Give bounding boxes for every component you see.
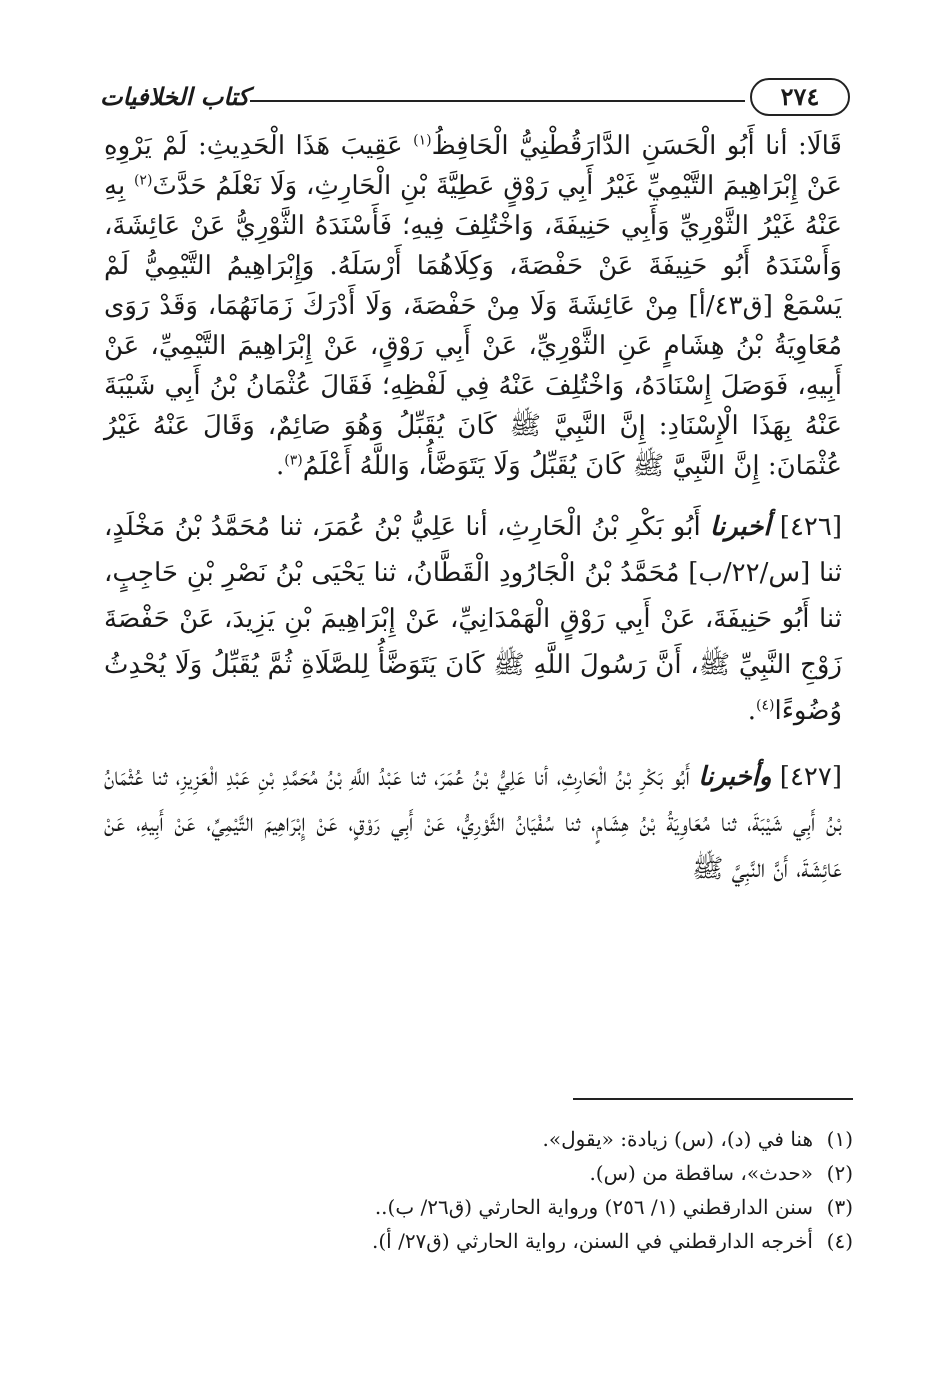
hadith-lead-word: وأخبرنا	[698, 762, 772, 792]
running-title: كتاب الخلافيات	[100, 82, 250, 111]
page-number: ٢٧٤	[750, 78, 850, 116]
commentary-text-3: بِهِ عَنْهُ غَيْرُ الثَّوْرِيِّ وَأَبِي حَنِيفَةَ، وَاخْتُلِفَ فِيهِ؛ فَأَسْنَدَهُ الثَّوْرِيُّ عَنْ عَائِشَةَ، وَأَسْنَدَهُ أَبُو حَنِيفَةَ عَنْ حَفْصَةَ، وَكِلَاهُمَا أَرْسَلَهُ. وَإِبْرَاهِيمُ التَّيْمِيُّ لَمْ يَسْمَعْ [ق٤٣/أ] مِنْ عَائِشَةَ وَلَا مِنْ حَفْصَةَ، وَلَا أَدْرَكَ زَمَانَهُمَا، وَقَدْ رَوَى مُعَاوِيَةُ بْنُ هِشَامٍ عَنِ الثَّوْرِيِّ، عَنْ أَبِي رَوْقٍ، عَنْ إِبْرَاهِيمَ التَّيْمِيِّ، عَنْ أَبِيهِ، فَوَصَلَ إِسْنَادَهُ، وَاخْتُلِفَ عَنْهُ فِي لَفْظِهِ؛ فَقَالَ عُثْمَانُ بْنُ أَبِي شَيْبَةَ عَنْهُ بِهَذَا الْإِسْنَادِ: إِنَّ النَّبِيَّ ﷺ كَانَ يُقَبِّلُ وَهُوَ صَائِمٌ، وَقَالَ عَنْهُ غَيْرُ عُثْمَانَ: إِنَّ النَّبِيَّ ﷺ كَانَ يُقَبِّلُ وَلَا يَتَوَضَّأُ، وَاللَّهُ أَعْلَمُ	[104, 171, 842, 481]
footnote-text: «حدث»، ساقطة من (س).	[589, 1161, 813, 1185]
hadith-427	[104, 754, 842, 892]
hadith-end: .	[747, 696, 757, 726]
commentary-text-1: قَالَا: أنا أَبُو الْحَسَنِ الدَّارَقُطْنِيُّ الْحَافِظُ	[431, 131, 842, 161]
footnote-item	[113, 1156, 853, 1190]
footnote-text: أخرجه الدارقطني في السنن، رواية الحارثي (ق٢٧/ أ).	[372, 1229, 813, 1253]
footnote-ref-2: (٢)	[133, 172, 153, 189]
footnote-item	[113, 1190, 853, 1224]
footnote-ref-3: (٣)	[284, 452, 303, 469]
footnote-item	[113, 1224, 853, 1258]
footnote-number: (١)	[826, 1127, 853, 1151]
footnote-number: (٤)	[826, 1229, 853, 1253]
footnote-text: سنن الدارقطني (١/ ٢٥٦) ورواية الحارثي (ق٢٦/ ب)..	[374, 1195, 813, 1219]
commentary-text-4: .	[275, 451, 285, 481]
commentary-paragraph	[104, 126, 842, 486]
footnote-number: (٢)	[826, 1161, 853, 1185]
hadith-text: أَبُو بَكْرِ بْنُ الْحَارِثِ، أنا عَلِيُّ بْنُ عُمَرَ، ثنا مُحَمَّدُ بْنُ مَخْلَدٍ، ثنا [س/٢٢/ب] مُحَمَّدُ بْنُ الْجَارُودِ الْقَطَّانُ، ثنا يَحْيَى بْنُ نَصْرِ بْنِ حَاجِبٍ، ثنا أَبُو حَنِيفَةَ، عَنْ أَبِي رَوْقٍ الْهَمْدَانِيِّ، عَنْ إِبْرَاهِيمَ بْنِ يَزِيدَ، عَنْ حَفْصَةَ زَوْجِ النَّبِيِّ ﷺ، أَنَّ رَسُولَ اللَّهِ ﷺ كَانَ يَتَوَضَّأُ لِلصَّلَاةِ ثُمَّ يُقَبِّلُ وَلَا يُحْدِثُ وُضُوءًا	[104, 512, 842, 726]
footnote-separator	[573, 1098, 853, 1100]
main-text	[104, 126, 842, 892]
footnote-item	[113, 1122, 853, 1156]
footnote-number: (٣)	[826, 1195, 853, 1219]
footnote-text: هنا في (د)، (س) زيادة: «يقول».	[542, 1127, 813, 1151]
hadith-number: [٤٢٧]	[779, 762, 842, 792]
header-rule	[250, 100, 745, 102]
commentary-text-2: عَقِيبَ هَذَا الْحَدِيثِ: لَمْ يَرْوِهِ عَنْ إِبْرَاهِيمَ التَّيْمِيِّ غَيْرُ أَبِي رَوْقٍ عَطِيَّةَ بْنِ الْحَارِثِ، وَلَا نَعْلَمُ حَدَّثَ	[104, 131, 842, 201]
footnote-ref-4: (٤)	[756, 697, 775, 714]
page-header	[100, 76, 850, 120]
hadith-426	[104, 504, 842, 734]
hadith-lead-word: أخبرنا	[709, 512, 771, 542]
footnote-ref-1: (١)	[413, 132, 432, 149]
hadith-number: [٤٢٦]	[779, 512, 843, 542]
footnotes	[113, 1122, 853, 1258]
hadith-text: أَبُو بَكْرِ بْنُ الْحَارِثِ، أنا عَلِيُّ بْنُ عُمَرَ، ثنا عَبْدُ اللَّهِ بْنُ مُحَمَّدِ بْنِ عَبْدِ الْعَزِيزِ، ثنا عُثْمَانُ بْنُ أَبِي شَيْبَةَ، ثنا مُعَاوِيَةُ بْنُ هِشَامٍ، ثنا سُفْيَانُ الثَّوْرِيُّ، عَنْ أَبِي رَوْقٍ، عَنْ إِبْرَاهِيمَ التَّيْمِيِّ، عَنْ أَبِيهِ، عَنْ عَائِشَةَ، أَنَّ النَّبِيَّ ﷺ	[104, 762, 842, 884]
